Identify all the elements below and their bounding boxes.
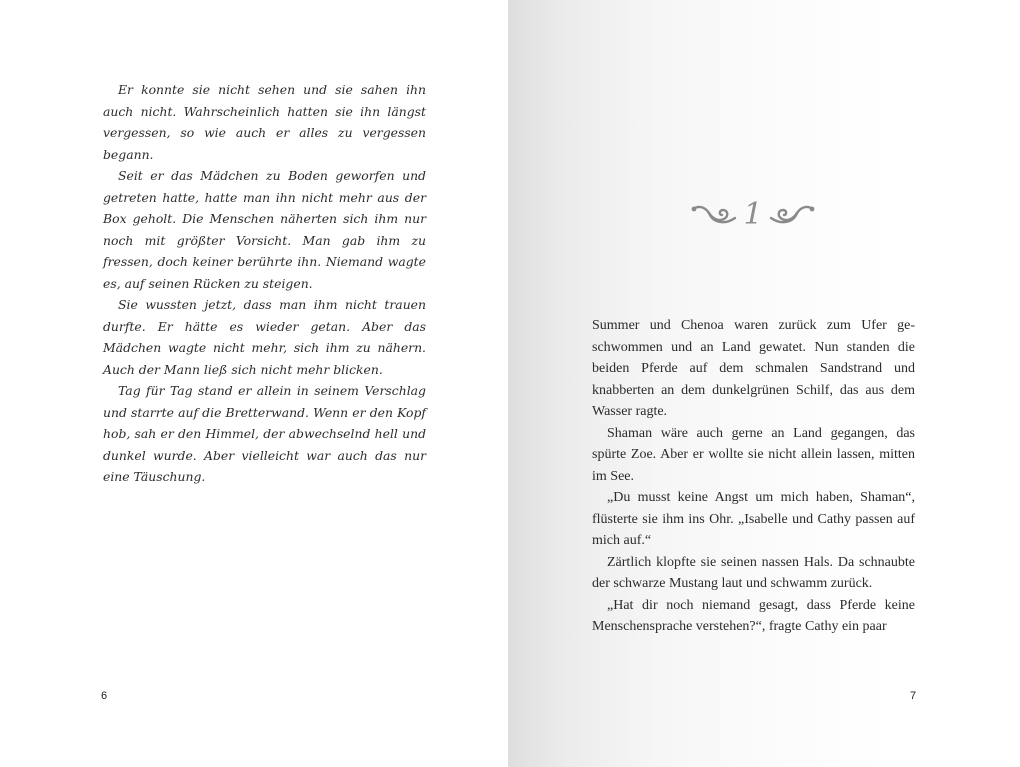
right-page-text: [592, 315, 915, 638]
left-paragraph-2: Seit er das Mädchen zu Boden geworfen und getreten hatte, hatte man ihn nicht mehr aus der Box geholt. Die Menschen näherten sich ihm nur noch mit größter Vorsicht. Man gab ihm zu fressen, doch keiner berührte ihn. Niemand wagte es, auf seinen Rücken zu steigen.: [103, 168, 426, 291]
chapter-heading: [678, 193, 828, 237]
right-paragraph-2: Shaman wäre auch gerne an Land gegangen, das spürte Zoe. Aber er wollte sie nicht allein lassen, mitten im See.: [592, 425, 915, 484]
left-page-number: 6: [101, 690, 108, 702]
left-page-text: [103, 79, 426, 488]
scroll-flourish-icon: [691, 203, 737, 227]
right-page: [508, 0, 1020, 767]
scroll-flourish-icon: [769, 203, 815, 227]
right-paragraph-3: „Du musst keine Angst um mich haben, Shaman“, flüsterte sie ihm ins Ohr. „Isabelle und Cathy passen auf mich auf.“: [592, 490, 915, 548]
left-page: [0, 0, 508, 767]
left-paragraph-3: Sie wussten jetzt, dass man ihm nicht trauen durfte. Er hätte es wieder getan. Aber das Mädchen wagte nicht mehr, sich ihm zu nähern. Auch der Mann ließ sich nicht mehr blicken.: [103, 297, 426, 377]
right-paragraph-4: Zärtlich klopfte sie seinen nassen Hals. Da schnaubte der schwarze Mustang laut und schwamm zurück.: [592, 554, 915, 591]
chapter-number: 1: [743, 197, 763, 232]
left-paragraph-4: Tag für Tag stand er allein in seinem Verschlag und starrte auf die Bretterwand. Wenn er den Kopf hob, sah er den Himmel, der abwechselnd hell und dunkel wurde. Aber vielleicht war auch das nur eine Täuschung.: [103, 383, 426, 484]
left-paragraph-1: Er konnte sie nicht sehen und sie sahen ihn auch nicht. Wahrscheinlich hatten sie ihn längst vergessen, so wie auch er alles zu vergessen begann.: [103, 82, 426, 162]
right-paragraph-5: „Hat dir noch niemand gesagt, dass Pferde keine Menschensprache verstehen?“, fragte Cathy ein paar: [592, 597, 915, 634]
right-page-number: 7: [910, 690, 917, 702]
right-paragraph-1: Summer und Chenoa waren zurück zum Ufer geschwommen und an Land gewatet. Nun standen die beiden Pferde auf dem schmalen Sandstrand und knabberten an dem dunkelgrünen Schilf, das aus dem Wasser ragte.: [592, 318, 915, 419]
